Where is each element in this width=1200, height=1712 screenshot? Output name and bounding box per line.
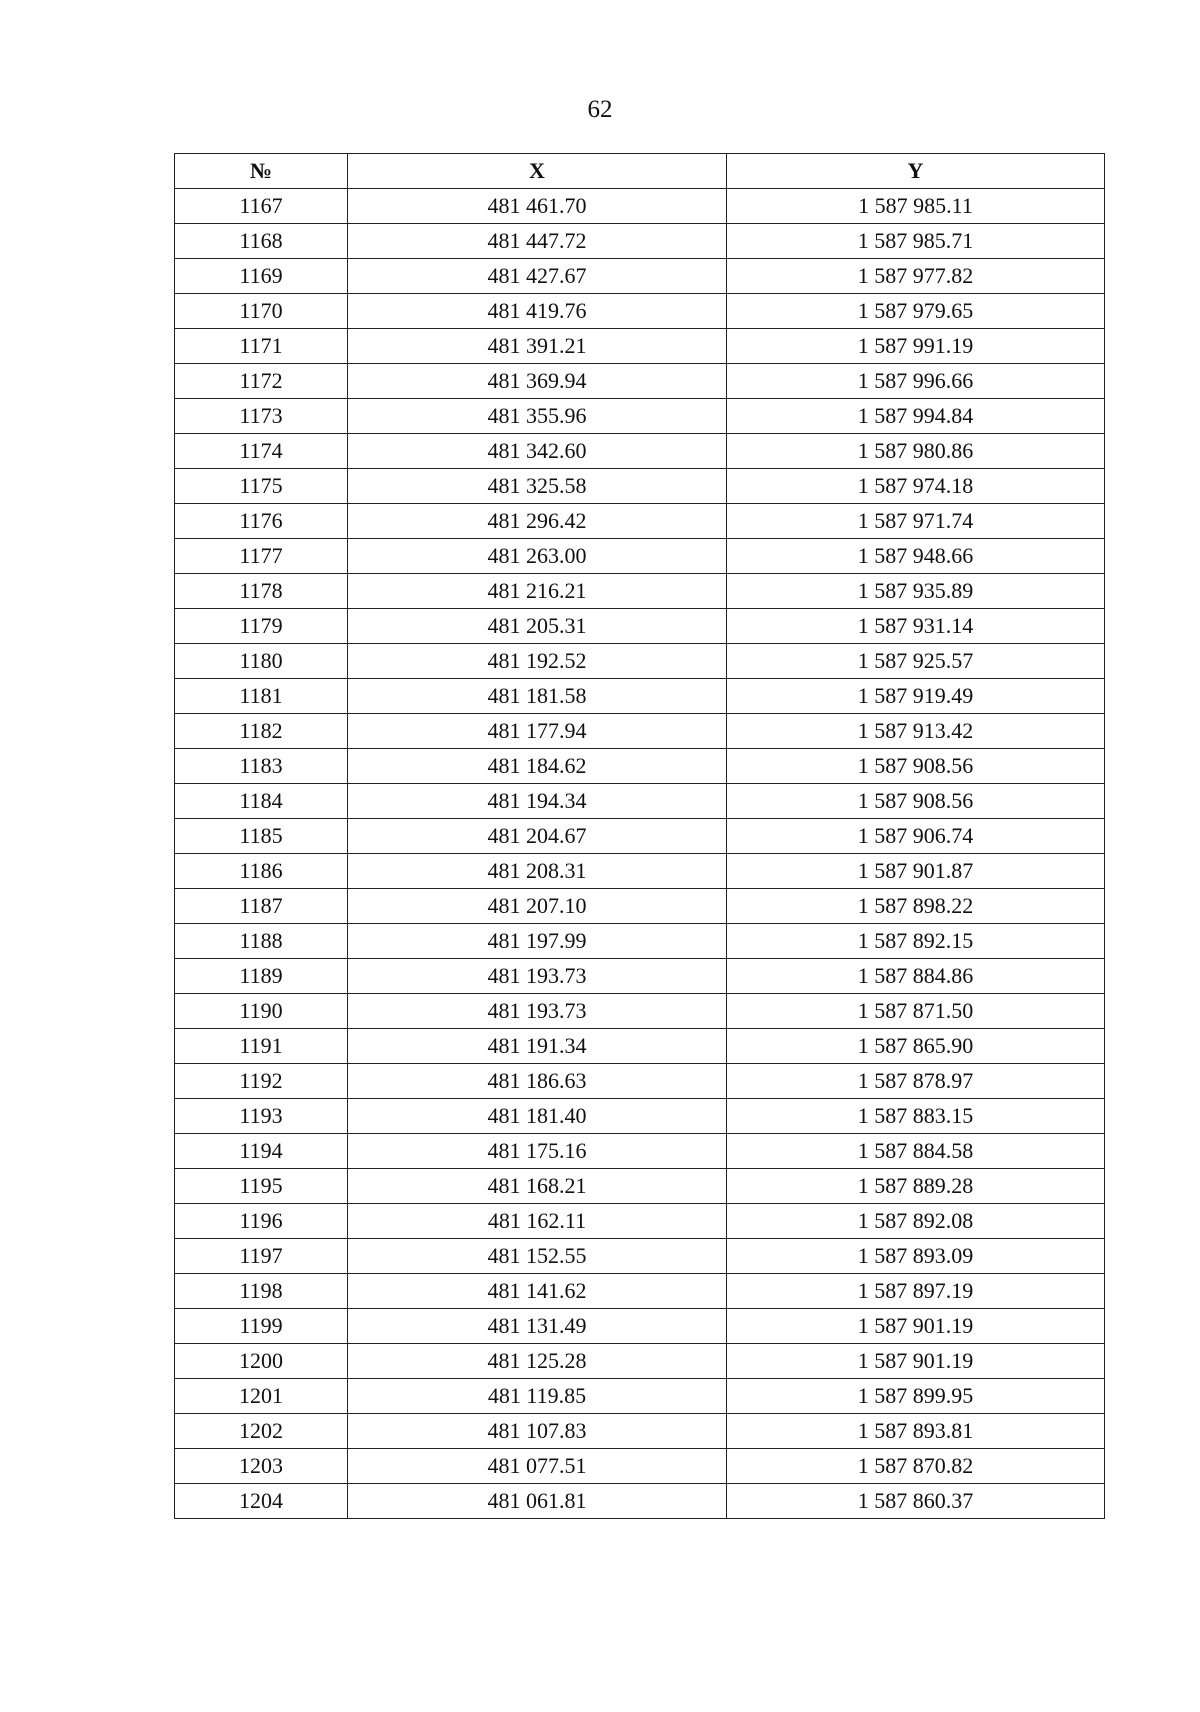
cell-y: 1 587 884.58 <box>727 1134 1105 1169</box>
table-row <box>175 1484 1105 1519</box>
cell-number: 1167 <box>175 189 348 224</box>
cell-x: 481 369.94 <box>348 364 727 399</box>
cell-y: 1 587 977.82 <box>727 259 1105 294</box>
cell-x: 481 181.40 <box>348 1099 727 1134</box>
cell-number: 1178 <box>175 574 348 609</box>
cell-number: 1176 <box>175 504 348 539</box>
cell-x: 481 119.85 <box>348 1379 727 1414</box>
cell-y: 1 587 884.86 <box>727 959 1105 994</box>
table-row <box>175 574 1105 609</box>
table-row <box>175 994 1105 1029</box>
cell-number: 1198 <box>175 1274 348 1309</box>
cell-number: 1175 <box>175 469 348 504</box>
header-number: № <box>175 154 348 189</box>
table-row <box>175 1099 1105 1134</box>
table-row <box>175 1169 1105 1204</box>
cell-x: 481 208.31 <box>348 854 727 889</box>
cell-number: 1202 <box>175 1414 348 1449</box>
cell-number: 1168 <box>175 224 348 259</box>
cell-y: 1 587 901.87 <box>727 854 1105 889</box>
cell-x: 481 061.81 <box>348 1484 727 1519</box>
cell-y: 1 587 892.08 <box>727 1204 1105 1239</box>
cell-number: 1199 <box>175 1309 348 1344</box>
cell-y: 1 587 919.49 <box>727 679 1105 714</box>
cell-y: 1 587 901.19 <box>727 1344 1105 1379</box>
table-row <box>175 1274 1105 1309</box>
table-row <box>175 924 1105 959</box>
table-row <box>175 329 1105 364</box>
cell-x: 481 194.34 <box>348 784 727 819</box>
table-row <box>175 504 1105 539</box>
table-row <box>175 644 1105 679</box>
cell-number: 1191 <box>175 1029 348 1064</box>
header-x: X <box>348 154 727 189</box>
cell-number: 1169 <box>175 259 348 294</box>
table-body <box>175 189 1105 1519</box>
cell-number: 1181 <box>175 679 348 714</box>
cell-number: 1183 <box>175 749 348 784</box>
header-y: Y <box>727 154 1105 189</box>
table-row <box>175 784 1105 819</box>
table-row <box>175 1309 1105 1344</box>
cell-y: 1 587 980.86 <box>727 434 1105 469</box>
header-row <box>175 154 1105 189</box>
cell-number: 1193 <box>175 1099 348 1134</box>
cell-number: 1177 <box>175 539 348 574</box>
page-number: 62 <box>587 96 613 123</box>
cell-y: 1 587 899.95 <box>727 1379 1105 1414</box>
table-row <box>175 189 1105 224</box>
cell-x: 481 152.55 <box>348 1239 727 1274</box>
cell-x: 481 125.28 <box>348 1344 727 1379</box>
table-row <box>175 364 1105 399</box>
cell-x: 481 461.70 <box>348 189 727 224</box>
cell-y: 1 587 889.28 <box>727 1169 1105 1204</box>
table-row <box>175 469 1105 504</box>
table-row <box>175 854 1105 889</box>
cell-x: 481 193.73 <box>348 994 727 1029</box>
table-row <box>175 399 1105 434</box>
cell-x: 481 197.99 <box>348 924 727 959</box>
cell-number: 1189 <box>175 959 348 994</box>
cell-y: 1 587 883.15 <box>727 1099 1105 1134</box>
table-row <box>175 434 1105 469</box>
table-row <box>175 1239 1105 1274</box>
cell-number: 1192 <box>175 1064 348 1099</box>
cell-x: 481 186.63 <box>348 1064 727 1099</box>
cell-y: 1 587 948.66 <box>727 539 1105 574</box>
cell-y: 1 587 897.19 <box>727 1274 1105 1309</box>
cell-number: 1195 <box>175 1169 348 1204</box>
cell-y: 1 587 985.71 <box>727 224 1105 259</box>
cell-number: 1171 <box>175 329 348 364</box>
table-row <box>175 819 1105 854</box>
cell-y: 1 587 893.81 <box>727 1414 1105 1449</box>
cell-y: 1 587 898.22 <box>727 889 1105 924</box>
cell-x: 481 177.94 <box>348 714 727 749</box>
cell-x: 481 184.62 <box>348 749 727 784</box>
table-row <box>175 1134 1105 1169</box>
cell-x: 481 192.52 <box>348 644 727 679</box>
cell-x: 481 175.16 <box>348 1134 727 1169</box>
cell-y: 1 587 906.74 <box>727 819 1105 854</box>
cell-number: 1185 <box>175 819 348 854</box>
table-row <box>175 1379 1105 1414</box>
table-row <box>175 749 1105 784</box>
table-row <box>175 1344 1105 1379</box>
table-row <box>175 1414 1105 1449</box>
cell-y: 1 587 991.19 <box>727 329 1105 364</box>
cell-x: 481 447.72 <box>348 224 727 259</box>
cell-number: 1194 <box>175 1134 348 1169</box>
cell-y: 1 587 865.90 <box>727 1029 1105 1064</box>
table-header <box>175 154 1105 189</box>
cell-number: 1182 <box>175 714 348 749</box>
cell-x: 481 077.51 <box>348 1449 727 1484</box>
cell-number: 1196 <box>175 1204 348 1239</box>
cell-x: 481 168.21 <box>348 1169 727 1204</box>
cell-y: 1 587 893.09 <box>727 1239 1105 1274</box>
cell-x: 481 191.34 <box>348 1029 727 1064</box>
table-row <box>175 539 1105 574</box>
table-row <box>175 1029 1105 1064</box>
cell-number: 1200 <box>175 1344 348 1379</box>
cell-y: 1 587 974.18 <box>727 469 1105 504</box>
table-row <box>175 679 1105 714</box>
cell-x: 481 325.58 <box>348 469 727 504</box>
cell-number: 1180 <box>175 644 348 679</box>
cell-y: 1 587 901.19 <box>727 1309 1105 1344</box>
cell-x: 481 181.58 <box>348 679 727 714</box>
cell-y: 1 587 871.50 <box>727 994 1105 1029</box>
cell-x: 481 204.67 <box>348 819 727 854</box>
cell-y: 1 587 979.65 <box>727 294 1105 329</box>
table-row <box>175 714 1105 749</box>
table-row <box>175 1064 1105 1099</box>
cell-y: 1 587 971.74 <box>727 504 1105 539</box>
cell-number: 1197 <box>175 1239 348 1274</box>
cell-x: 481 216.21 <box>348 574 727 609</box>
cell-y: 1 587 870.82 <box>727 1449 1105 1484</box>
cell-number: 1186 <box>175 854 348 889</box>
table-row <box>175 294 1105 329</box>
table-row <box>175 959 1105 994</box>
table-row <box>175 609 1105 644</box>
cell-number: 1187 <box>175 889 348 924</box>
cell-x: 481 342.60 <box>348 434 727 469</box>
cell-x: 481 296.42 <box>348 504 727 539</box>
cell-x: 481 107.83 <box>348 1414 727 1449</box>
cell-number: 1201 <box>175 1379 348 1414</box>
cell-x: 481 419.76 <box>348 294 727 329</box>
cell-y: 1 587 913.42 <box>727 714 1105 749</box>
cell-x: 481 131.49 <box>348 1309 727 1344</box>
cell-number: 1170 <box>175 294 348 329</box>
cell-x: 481 205.31 <box>348 609 727 644</box>
cell-x: 481 207.10 <box>348 889 727 924</box>
cell-number: 1204 <box>175 1484 348 1519</box>
cell-x: 481 162.11 <box>348 1204 727 1239</box>
cell-y: 1 587 996.66 <box>727 364 1105 399</box>
cell-y: 1 587 925.57 <box>727 644 1105 679</box>
cell-x: 481 141.62 <box>348 1274 727 1309</box>
cell-y: 1 587 908.56 <box>727 749 1105 784</box>
cell-x: 481 355.96 <box>348 399 727 434</box>
table-row <box>175 889 1105 924</box>
coordinates-table <box>174 153 1105 1519</box>
cell-number: 1188 <box>175 924 348 959</box>
cell-y: 1 587 994.84 <box>727 399 1105 434</box>
cell-y: 1 587 931.14 <box>727 609 1105 644</box>
table-row <box>175 1449 1105 1484</box>
cell-x: 481 263.00 <box>348 539 727 574</box>
cell-y: 1 587 908.56 <box>727 784 1105 819</box>
cell-number: 1190 <box>175 994 348 1029</box>
cell-number: 1173 <box>175 399 348 434</box>
cell-y: 1 587 860.37 <box>727 1484 1105 1519</box>
cell-number: 1179 <box>175 609 348 644</box>
table-row <box>175 1204 1105 1239</box>
table-row <box>175 224 1105 259</box>
cell-number: 1174 <box>175 434 348 469</box>
cell-y: 1 587 892.15 <box>727 924 1105 959</box>
cell-y: 1 587 985.11 <box>727 189 1105 224</box>
cell-x: 481 391.21 <box>348 329 727 364</box>
cell-y: 1 587 878.97 <box>727 1064 1105 1099</box>
cell-number: 1184 <box>175 784 348 819</box>
cell-number: 1172 <box>175 364 348 399</box>
cell-x: 481 193.73 <box>348 959 727 994</box>
table-row <box>175 259 1105 294</box>
cell-x: 481 427.67 <box>348 259 727 294</box>
cell-y: 1 587 935.89 <box>727 574 1105 609</box>
cell-number: 1203 <box>175 1449 348 1484</box>
